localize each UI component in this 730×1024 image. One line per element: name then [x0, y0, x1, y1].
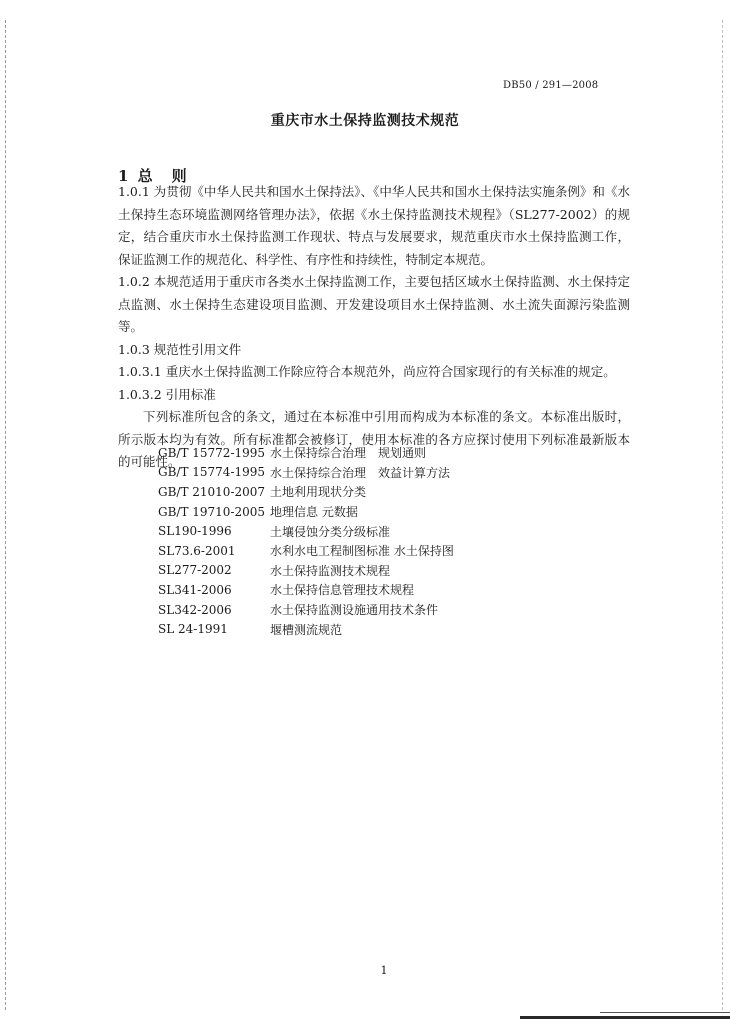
standard-code-item: SL342-2006 [158, 602, 232, 617]
standard-code-item: SL190-1996 [158, 524, 232, 539]
list-item [158, 463, 454, 483]
standard-name-item: 土壤侵蚀分类分级标准 [270, 524, 391, 539]
clause-1-0-1: 1.0.1 为贯彻《中华人民共和国水土保持法》、《中华人民共和国水土保持法实施条例》和《水土保持生态环境监测网络管理办法》，依据《水土保持监测技术规程》（SL277-2002）的规定，结合重庆市水土保持监测工作现状、特点与发展要求，规范重庆市水土保持监测工作，保证监测工作的规范化、科学性、有序性和持续性，特制定本规范。 [118, 184, 630, 267]
standard-code-item: GB/T 19710-2005 [158, 504, 266, 519]
list-item [158, 541, 454, 561]
list-item [158, 600, 454, 620]
list-item [158, 561, 454, 581]
standard-name-item: 水土保持综合治理 效益计算方法 [270, 465, 451, 480]
section-title: 1 总 则 [118, 167, 189, 185]
list-item [158, 619, 454, 639]
standard-name-item: 水土保持监测技术规程 [270, 563, 391, 578]
standard-name-item: 水土保持信息管理技术规程 [270, 583, 415, 598]
standard-name-item: 水利水电工程制图标准 水土保持图 [270, 544, 454, 559]
standard-code: DB50 / 291—2008 [503, 80, 599, 91]
clause-1-0-2: 1.0.2 本规范适用于重庆市各类水土保持监测工作，主要包括区域水土保持监测、水土保持定点监测、水土保持生态建设项目监测、开发建设项目水土保持监测、水土流失面源污染监测等。 [118, 274, 630, 334]
standard-code-item: GB/T 15774-1995 [158, 465, 266, 480]
scan-artifact-bar [520, 1016, 730, 1019]
standard-code-item: GB/T 21010-2007 [158, 484, 266, 499]
standard-code-item: SL341-2006 [158, 582, 232, 597]
standard-code-item: GB/T 15772-1995 [158, 445, 266, 460]
standard-code-item: SL277-2002 [158, 563, 232, 578]
list-item [158, 521, 454, 541]
list-item [158, 502, 454, 522]
standard-code-item: SL73.6-2001 [158, 543, 236, 558]
clause-1-0-3: 1.0.3 规范性引用文件 [118, 341, 242, 357]
list-item [158, 482, 454, 502]
document-title: 重庆市水土保持监测技术规范 [270, 113, 460, 129]
scan-artifact-line [600, 1012, 730, 1013]
clause-1-0-3-2: 1.0.3.2 引用标准 [118, 386, 216, 402]
standard-name-item: 堰槽测流规范 [270, 622, 343, 637]
list-item [158, 580, 454, 600]
list-item [158, 443, 454, 463]
standard-name-item: 水土保持监测设施通用技术条件 [270, 603, 439, 618]
standard-name-item: 地理信息 元数据 [270, 505, 358, 520]
standard-name-item: 水土保持综合治理 规划通则 [270, 446, 427, 461]
page-number: 1 [380, 964, 388, 977]
referenced-standards-list [158, 443, 454, 639]
body-text [118, 181, 630, 474]
reference-intro: 下列标准所包含的条文，通过在本标准中引用而构成为本标准的条文。本标准出版时，所示版本均为有效。所有标准都会被修订，使用本标准的各方应探讨使用下列标准最新版本的可能性。 [118, 409, 630, 469]
scan-edge-right [722, 20, 723, 1010]
standard-name-item: 土地利用现状分类 [270, 485, 367, 500]
clause-1-0-3-1: 1.0.3.1 重庆水土保持监测工作除应符合本规范外，尚应符合国家现行的有关标准的规定。 [118, 364, 616, 379]
standard-code-item: SL 24-1991 [158, 622, 228, 637]
scan-edge-left [5, 20, 6, 1010]
